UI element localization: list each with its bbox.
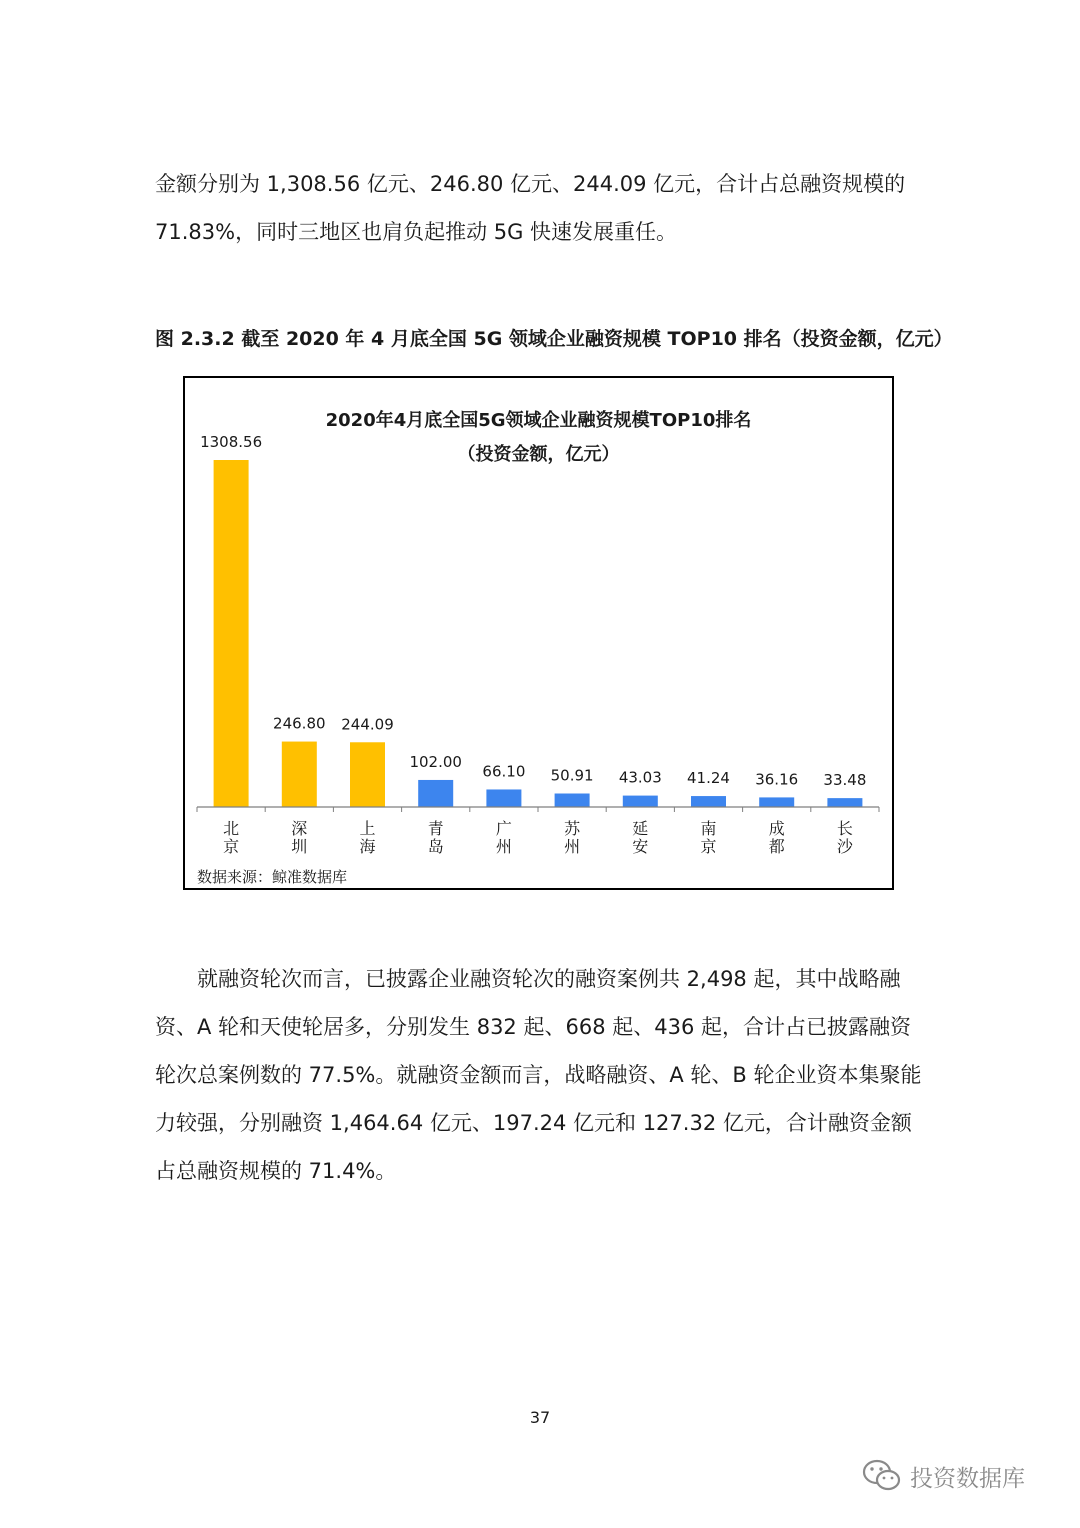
bar-value-label: 43.03 bbox=[618, 768, 662, 787]
page-number: 37 bbox=[529, 1408, 551, 1427]
bar bbox=[555, 793, 590, 807]
body-paragraph-bottom: 就融资轮次而言，已披露企业融资轮次的融资案例共 2,498 起，其中战略融资、A 轮和天使轮居多，分别发生 832 起、668 起、436 起，合计占已披露融资轮次总案例数的 77.5%。就融资金额而言，战略融资、A 轮、B 轮企业资本集聚能力较强，分别融资 1,464.64 亿元、197.24 亿元和 127.32 亿元，合计融资金额占总融资规模的 71.4%。 bbox=[155, 967, 922, 1183]
category-label: 深圳 bbox=[291, 819, 308, 856]
bar bbox=[486, 789, 521, 807]
bar-value-label: 244.09 bbox=[341, 715, 394, 734]
bar-value-label: 66.10 bbox=[482, 762, 526, 781]
bar-value-label: 50.91 bbox=[550, 766, 594, 785]
category-label: 苏州 bbox=[564, 819, 581, 856]
bar-value-label: 33.48 bbox=[823, 771, 867, 790]
bar-value-label: 41.24 bbox=[687, 769, 730, 788]
bar bbox=[691, 796, 726, 807]
bar bbox=[623, 796, 658, 807]
category-label: 长沙 bbox=[836, 819, 853, 856]
figure-caption: 图 2.3.2 截至 2020 年 4 月底全国 5G 领域企业融资规模 TOP10 排名（投资金额，亿元） bbox=[155, 328, 953, 350]
bar bbox=[214, 460, 249, 807]
bar-value-label: 36.16 bbox=[755, 770, 799, 789]
category-label: 广州 bbox=[495, 819, 512, 856]
body-paragraph-top: 金额分别为 1,308.56 亿元、246.80 亿元、244.09 亿元，合计占总融资规模的71.83%，同时三地区也肩负起推动 5G 快速发展重任。 bbox=[155, 172, 906, 244]
category-label: 青岛 bbox=[427, 819, 444, 856]
chart-subtitle: （投资金额，亿元） bbox=[457, 444, 620, 465]
chart-title: 2020年4月底全国5G领域企业融资规模TOP10排名 bbox=[325, 410, 752, 431]
bar bbox=[827, 798, 862, 807]
category-label: 成都 bbox=[768, 819, 785, 856]
bar-chart bbox=[185, 378, 892, 888]
chart-container bbox=[183, 376, 894, 890]
category-label: 南京 bbox=[700, 819, 717, 856]
bar-value-label: 1308.56 bbox=[200, 433, 263, 451]
watermark bbox=[862, 1456, 1025, 1496]
bar-value-label: 246.80 bbox=[273, 714, 326, 733]
category-label: 延安 bbox=[632, 819, 649, 856]
bar bbox=[282, 742, 317, 807]
data-source: 数据来源：鲸准数据库 bbox=[197, 868, 348, 886]
bar bbox=[759, 797, 794, 807]
bar-value-label: 102.00 bbox=[409, 752, 462, 771]
category-label: 上海 bbox=[359, 819, 376, 856]
bar bbox=[350, 742, 385, 807]
watermark-text: 投资数据库 bbox=[910, 1465, 1025, 1492]
wechat-icon bbox=[862, 1458, 902, 1494]
bar bbox=[418, 780, 453, 807]
category-label: 北京 bbox=[223, 819, 240, 856]
